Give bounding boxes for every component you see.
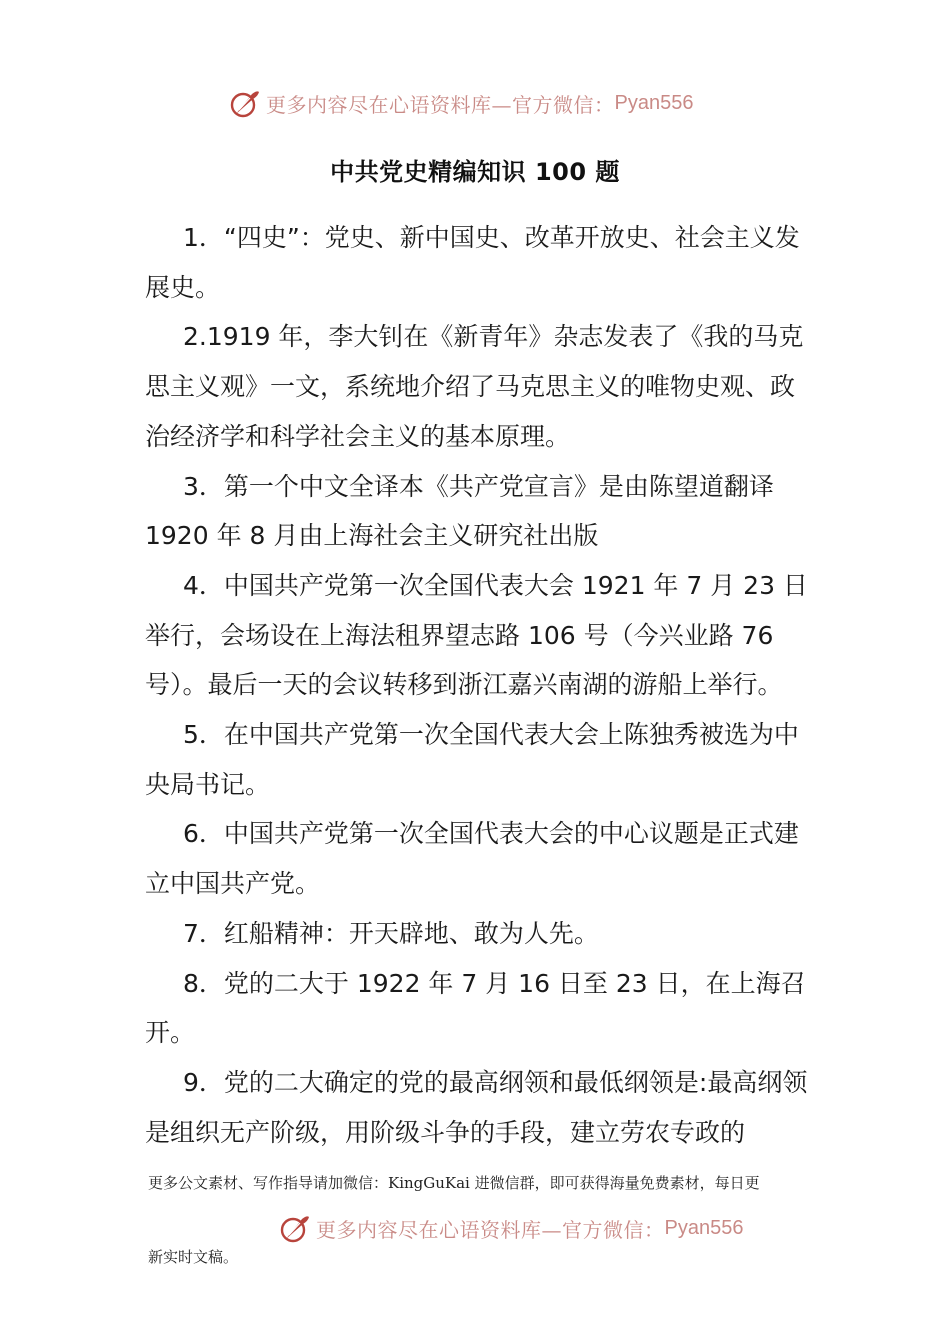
footer-note-line-2: 新实时文稿。 — [148, 1248, 239, 1266]
watermark-text: 更多内容尽在心语资料库—官方微信： — [266, 92, 615, 117]
header-watermark — [228, 86, 693, 120]
quill-logo-icon — [228, 86, 262, 120]
paragraph-5: 5．在中国共产党第一次全国代表大会上陈独秀被选为中央局书记。 — [145, 720, 799, 799]
document-title: 中共党史精编知识 100 题 — [330, 158, 620, 186]
paragraph-9: 9．党的二大确定的党的最高纲领和最低纲领是:最高纲领是组织无产阶级，用阶级斗争的手段，建立劳农专政的 — [145, 1067, 808, 1147]
watermark-text: 更多内容尽在心语资料库—官方微信： — [316, 1217, 665, 1242]
document-body — [145, 213, 810, 1157]
quill-logo-icon — [278, 1211, 312, 1245]
paragraph-4: 4．中国共产党第一次全国代表大会 1921 年 7 月 23 日举行，会场设在上海法租界望志路 106 号（今兴业路 76 号）。最后一天的会议转移到浙江嘉兴南湖的游船上举行。 — [145, 570, 808, 700]
watermark-wechat-id: Pyan556 — [664, 1216, 744, 1239]
paragraph-6: 6．中国共产党第一次全国代表大会的中心议题是正式建立中国共产党。 — [145, 819, 799, 899]
paragraph-8: 8．党的二大于 1922 年 7 月 16 日至 23 日，在上海召开。 — [145, 968, 806, 1048]
watermark-wechat-id: Pyan556 — [614, 91, 694, 114]
paragraph-1: 1．“四史”：党史、新中国史、改革开放史、社会主义发展史。 — [145, 223, 800, 302]
footer-note-line-1: 更多公文素材、写作指导请加微信：KingGuKai 进微信群，即可获得海量免费素材，每日更 — [148, 1174, 760, 1192]
paragraph-3: 3．第一个中文全译本《共产党宣言》是由陈望道翻译 1920 年 8 月由上海社会主义研究社出版 — [145, 471, 774, 551]
paragraph-2: 2.1919 年，李大钊在《新青年》杂志发表了《我的马克思主义观》一文，系统地介绍了马克思主义的唯物史观、政治经济学和科学社会主义的基本原理。 — [145, 322, 804, 451]
footer-watermark — [278, 1211, 743, 1245]
paragraph-7: 7．红船精神：开天辟地、敢为人先。 — [183, 918, 599, 948]
